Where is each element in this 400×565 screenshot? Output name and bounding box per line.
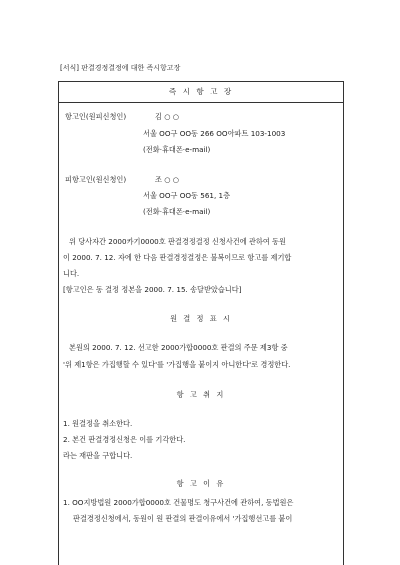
document-frame <box>58 81 344 565</box>
intro-line-4: [항고인은 동 결정 정본을 2000. 7. 15. 송달받았습니다] <box>63 285 242 294</box>
appellee-name: 조 ○ ○ <box>155 175 180 184</box>
form-caption: [서식] 판결경정결정에 대한 즉시항고장 <box>60 64 181 72</box>
reason-line-2: 판결경정신청에서, 동원이 원 판결의 판결이유에서 '가집행선고를 붙이 <box>73 514 293 523</box>
intro-line-3: 니다. <box>63 269 80 278</box>
original-decision-line-1: 본원의 2000. 7. 12. 선고한 2000가합0000호 판결의 주문 제3항 중 <box>69 343 288 352</box>
document-title: 즉 시 항 고 장 <box>59 82 343 103</box>
purpose-line-1: 1. 원결정을 취소한다. <box>63 419 133 428</box>
purpose-heading: 항 고 취 지 <box>176 390 226 399</box>
appellee-contact: (전화·휴대폰·e-mail) <box>143 207 211 216</box>
original-decision-line-2: '위 제1항은 가집행할 수 있다'를 '가집행을 붙이지 아니한다'로 경정한다. <box>63 360 291 369</box>
appellee-address: 서울 OO구 OO동 561, 1층 <box>143 191 231 200</box>
intro-line-1: 위 당사자간 2000카기0000호 판결경정결정 신청사건에 관하여 동원 <box>69 237 286 246</box>
appellant-role: 항고인(원피신청인) <box>65 112 127 121</box>
purpose-line-2: 2. 본건 판결경정신청은 이를 기각한다. <box>63 435 186 444</box>
intro-line-2: 이 2000. 7. 12. 자에 한 다음 판결경정결정은 불복이므로 항고를 제기합 <box>63 253 292 262</box>
reason-heading: 항 고 이 유 <box>176 479 226 488</box>
purpose-line-3: 라는 재판을 구합니다. <box>63 451 133 460</box>
appellant-contact: (전화·휴대폰·e-mail) <box>143 145 211 154</box>
appellant-address: 서울 OO구 OO동 266 OO아파트 103-1003 <box>143 129 286 138</box>
appellee-role: 피항고인(원신청인) <box>65 175 127 184</box>
reason-line-1: 1. OO지방법원 2000가합0000호 건물명도 청구사건에 관하여, 동법원은 <box>63 498 294 507</box>
original-decision-heading: 원 결 정 표 시 <box>170 314 232 323</box>
appellant-name: 김 ○ ○ <box>155 112 180 121</box>
